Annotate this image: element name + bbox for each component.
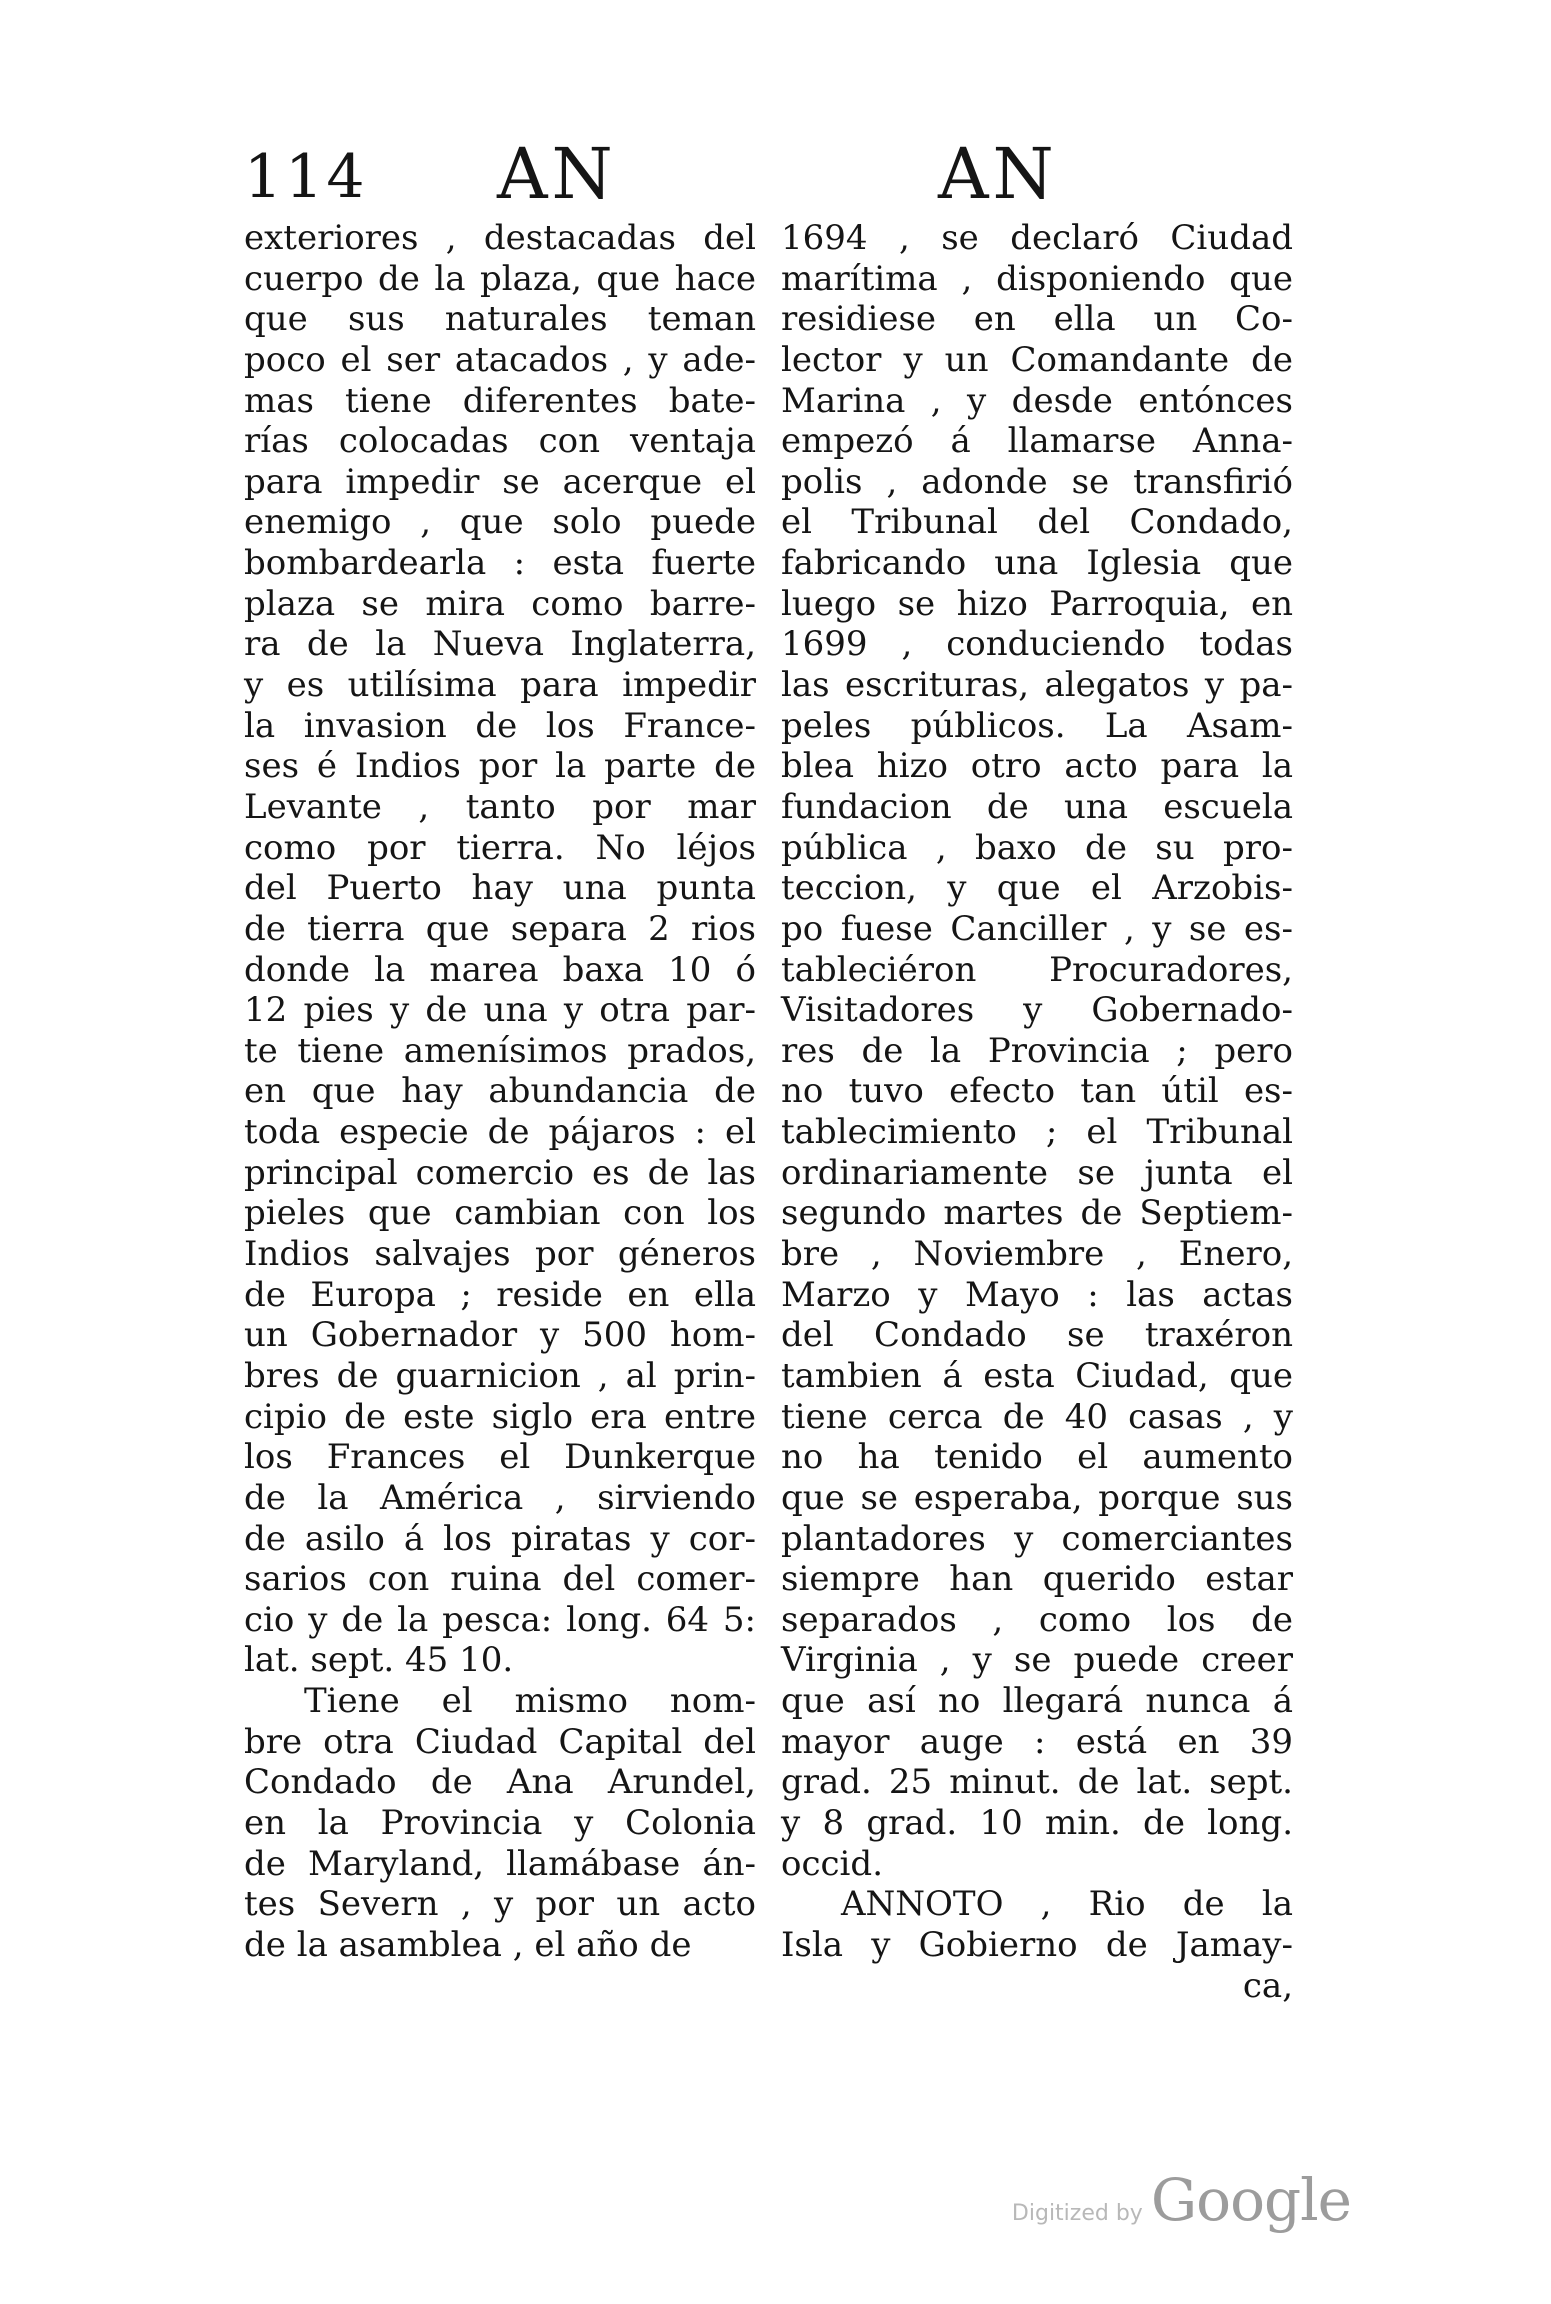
text-line: cipio de este siglo era entre: [244, 1396, 756, 1437]
text-line: la invasion de los France-: [244, 705, 756, 746]
text-line: de la América , sirviendo: [244, 1477, 756, 1518]
text-line: del Puerto hay una punta: [244, 868, 756, 909]
text-line: po fuese Canciller , y se es-: [781, 908, 1293, 949]
text-line: teccion, y que el Arzobis-: [781, 868, 1293, 909]
text-line: no ha tenido el aumento: [781, 1437, 1293, 1478]
text-line: mas tiene diferentes bate-: [244, 380, 756, 421]
text-line: en la Provincia y Colonia: [244, 1802, 756, 1843]
running-head-right: AN: [938, 133, 1058, 215]
text-line: ses é Indios por la parte de: [244, 746, 756, 787]
text-line: enemigo , que solo puede: [244, 502, 756, 543]
text-line: de Europa ; reside en ella: [244, 1274, 756, 1315]
text-line: y es utilísima para impedir: [244, 665, 756, 706]
text-line: siempre han querido estar: [781, 1559, 1293, 1600]
text-line: principal comercio es de las: [244, 1152, 756, 1193]
text-line: de asilo á los piratas y cor-: [244, 1518, 756, 1559]
text-line: Marzo y Mayo : las actas: [781, 1274, 1293, 1315]
text-line: ordinariamente se junta el: [781, 1152, 1293, 1193]
text-line: el Tribunal del Condado,: [781, 502, 1293, 543]
digitized-watermark: [1012, 2166, 1351, 2234]
text-line: donde la marea baxa 10 ó: [244, 949, 756, 990]
text-line: bombardearla : esta fuerte: [244, 543, 756, 584]
text-line: pieles que cambian con los: [244, 1193, 756, 1234]
text-line: plantadores y comerciantes: [781, 1518, 1293, 1559]
page-number: 114: [244, 142, 368, 212]
text-line: occid.: [781, 1843, 883, 1884]
text-line: en que hay abundancia de: [244, 1071, 756, 1112]
text-line: te tiene amenísimos prados,: [244, 1030, 756, 1071]
text-line: peles públicos. La Asam-: [781, 705, 1293, 746]
left-text-column: [244, 218, 756, 1966]
google-logo: Google: [1150, 2166, 1351, 2234]
text-line: no tuvo efecto tan útil es-: [781, 1071, 1293, 1112]
text-line: tiene cerca de 40 casas , y: [781, 1396, 1293, 1437]
text-line: exteriores , destacadas del: [244, 218, 756, 258]
text-line: para impedir se acerque el: [244, 461, 756, 502]
text-line: como por tierra. No léjos: [244, 827, 756, 868]
text-line: marítima , disponiendo que: [781, 258, 1293, 299]
text-line: un Gobernador y 500 hom-: [244, 1315, 756, 1356]
text-line: que se esperaba, porque sus: [781, 1477, 1293, 1518]
text-line: bre otra Ciudad Capital del: [244, 1721, 756, 1762]
text-line: cuerpo de la plaza, que hace: [244, 258, 756, 299]
text-line: Tiene el mismo nom-: [304, 1681, 756, 1722]
text-line: 1699 , conduciendo todas: [781, 624, 1293, 665]
text-line: Levante , tanto por mar: [244, 786, 756, 827]
text-line: Marina , y desde entónces: [781, 380, 1293, 421]
text-line: 12 pies y de una y otra par-: [244, 990, 756, 1031]
text-line: ca,: [1242, 1965, 1293, 2006]
text-line: 1694 , se declaró Ciudad: [781, 218, 1293, 258]
text-line: blea hizo otro acto para la: [781, 746, 1293, 787]
text-line: polis , adonde se transfirió: [781, 461, 1293, 502]
text-line: toda especie de pájaros : el: [244, 1112, 756, 1153]
text-line: del Condado se traxéron: [781, 1315, 1293, 1356]
text-line: de la asamblea , el año de: [244, 1924, 692, 1965]
text-line: y 8 grad. 10 min. de long.: [781, 1802, 1293, 1843]
text-line: pública , baxo de su pro-: [781, 827, 1293, 868]
text-line: Visitadores y Gobernado-: [781, 990, 1293, 1031]
text-line: Virginia , y se puede creer: [781, 1640, 1293, 1681]
text-line: plaza se mira como barre-: [244, 583, 756, 624]
text-line: lector y un Comandante de: [781, 339, 1293, 380]
text-line: cio y de la pesca: long. 64 5:: [244, 1599, 756, 1640]
text-line: que sus naturales teman: [244, 299, 756, 340]
text-line: luego se hizo Parroquia, en: [781, 583, 1293, 624]
right-text-column: [781, 218, 1293, 2006]
text-line: de Maryland, llamábase án-: [244, 1843, 756, 1884]
text-line: de tierra que separa 2 rios: [244, 908, 756, 949]
text-line: bre , Noviembre , Enero,: [781, 1234, 1293, 1275]
text-line: que así no llegará nunca á: [781, 1681, 1293, 1722]
text-line: lat. sept. 45 10.: [244, 1640, 514, 1681]
text-line: los Frances el Dunkerque: [244, 1437, 756, 1478]
text-line: fundacion de una escuela: [781, 786, 1293, 827]
text-line: segundo martes de Septiem-: [781, 1193, 1293, 1234]
running-head-left: AN: [497, 133, 617, 215]
text-line: empezó á llamarse Anna-: [781, 421, 1293, 462]
text-line: residiese en ella un Co-: [781, 299, 1293, 340]
text-line: tes Severn , y por un acto: [244, 1884, 756, 1925]
text-line: ra de la Nueva Inglaterra,: [244, 624, 756, 665]
watermark-caption: Digitized by: [1011, 2201, 1143, 2226]
text-line: sarios con ruina del comer-: [244, 1559, 756, 1600]
text-line: poco el ser atacados , y ade-: [244, 339, 756, 380]
text-line: tambien á esta Ciudad, que: [781, 1355, 1293, 1396]
text-line: Isla y Gobierno de Jamay-: [781, 1924, 1293, 1965]
text-line: ANNOTO , Rio de la: [841, 1884, 1293, 1925]
text-line: res de la Provincia ; pero: [781, 1030, 1293, 1071]
text-line: tableciéron Procuradores,: [781, 949, 1293, 990]
text-line: rías colocadas con ventaja: [244, 421, 756, 462]
text-line: bres de guarnicion , al prin-: [244, 1355, 756, 1396]
text-line: tablecimiento ; el Tribunal: [781, 1112, 1293, 1153]
text-line: Indios salvajes por géneros: [244, 1234, 756, 1275]
text-line: grad. 25 minut. de lat. sept.: [781, 1762, 1293, 1803]
text-line: separados , como los de: [781, 1599, 1293, 1640]
text-line: mayor auge : está en 39: [781, 1721, 1293, 1762]
text-line: Condado de Ana Arundel,: [244, 1762, 756, 1803]
text-line: las escrituras, alegatos y pa-: [781, 665, 1293, 706]
text-line: fabricando una Iglesia que: [781, 543, 1293, 584]
